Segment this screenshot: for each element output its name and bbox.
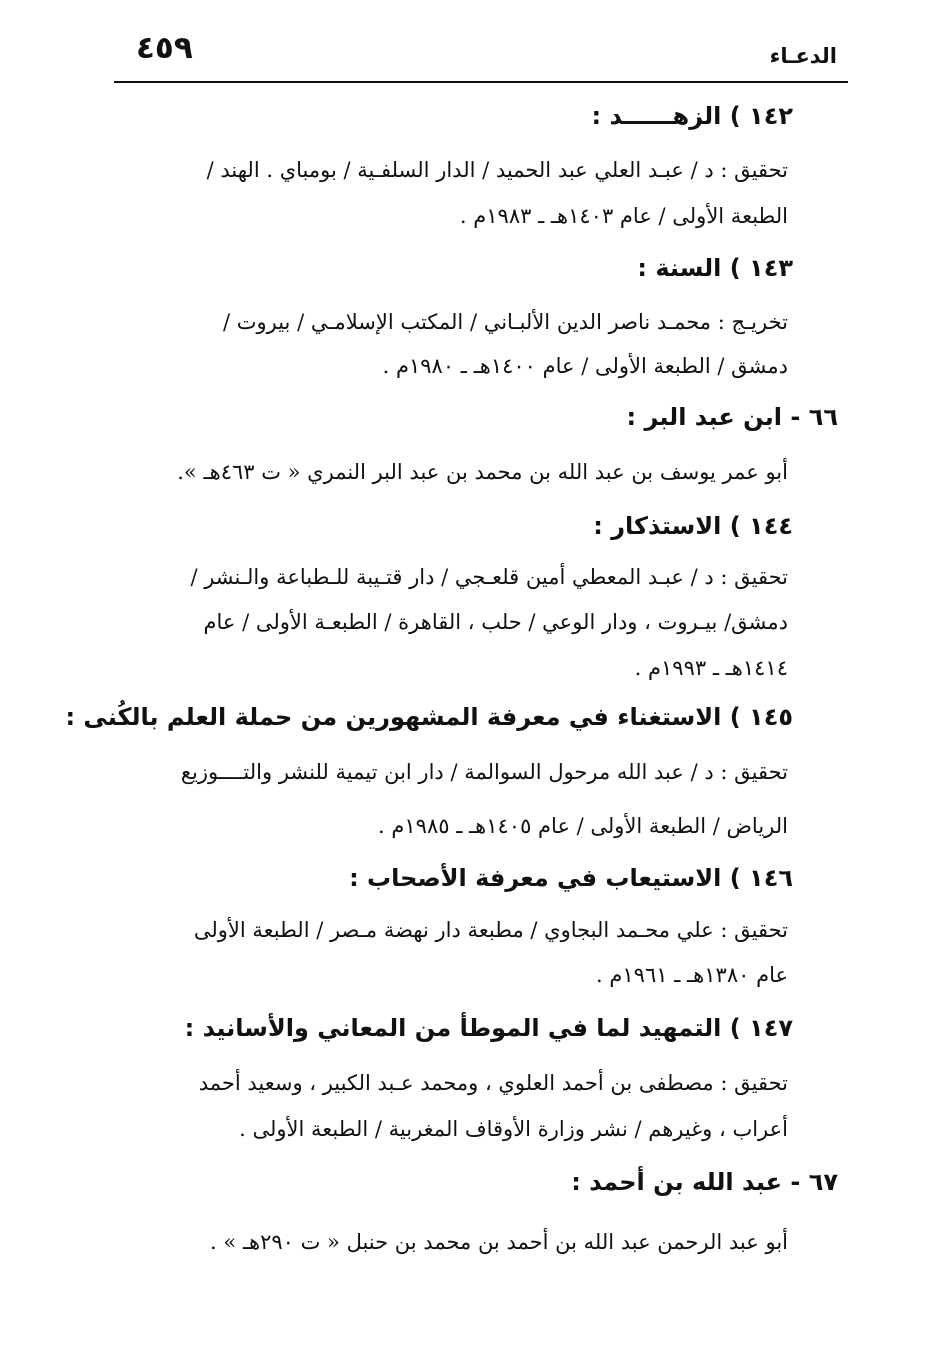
author-heading-66: ٦٦ - ابن عبد البر :: [626, 403, 838, 431]
entry-title-145: ١٤٥ ) الاستغناء في معرفة المشهورين من حملة العلم بالكُنى :: [65, 703, 793, 731]
text-line: تحقيق : علي محـمد البجاوي / مطبعة دار نهضة مـصر / الطبعة الأولى: [193, 918, 788, 942]
text-line: تحقيق : مصطفى بن أحمد العلوي ، ومحمد عـبد الكبير ، وسعيد أحمد: [198, 1071, 788, 1095]
text-line: عام ١٣٨٠هـ ـ ١٩٦١م .: [596, 963, 788, 987]
entry-title-144: ١٤٤ ) الاستذكار :: [593, 512, 793, 540]
running-header-title: الدعـاء: [769, 44, 837, 68]
text-line: تحقيق : د / عبد الله مرحول السوالمة / دار ابن تيمية للنشر والتــــوزيع: [180, 760, 788, 784]
entry-title-143: ١٤٣ ) السنة :: [637, 254, 793, 282]
text-line: الطبعة الأولى / عام ١٤٠٣هـ ـ ١٩٨٣م .: [459, 204, 788, 228]
entry-title-147: ١٤٧ ) التمهيد لما في الموطأ من المعاني والأسانيد :: [184, 1014, 793, 1042]
text-line: أبو عبد الرحمن عبد الله بن أحمد بن محمد بن حنبل « ت ٢٩٠هـ » .: [209, 1230, 788, 1254]
page-number: ٤٥٩: [136, 30, 193, 66]
author-heading-67: ٦٧ - عبد الله بن أحمد :: [571, 1168, 838, 1196]
text-line: أعراب ، وغيرهم / نشر وزارة الأوقاف المغربية / الطبعة الأولى .: [239, 1117, 788, 1141]
text-line: تخريـج : محمـد ناصر الدين الألبـاني / المكتب الإسلامـي / بيروت /: [222, 310, 788, 334]
entry-title-146: ١٤٦ ) الاستيعاب في معرفة الأصحاب :: [349, 864, 793, 892]
text-line: أبو عمر يوسف بن عبد الله بن محمد بن عبد البر النمري « ت ٤٦٣هـ ».: [177, 460, 788, 484]
text-line: دمشق/ بيـروت ، ودار الوعي / حلب ، القاهرة / الطبعـة الأولى / عام: [203, 610, 788, 634]
text-line: تحقيق : د / عبـد المعطي أمين قلعـجي / دار قتـيبة للـطباعة والـنشر /: [190, 565, 788, 589]
header-divider: [114, 81, 848, 83]
text-line: الرياض / الطبعة الأولى / عام ١٤٠٥هـ ـ ١٩٨٥م .: [378, 814, 788, 838]
text-line: دمشق / الطبعة الأولى / عام ١٤٠٠هـ ـ ١٩٨٠م .: [382, 354, 788, 378]
entry-title-142: ١٤٢ ) الزهــــــد :: [591, 102, 793, 130]
text-line: تحقيق : د / عبـد العلي عبد الحميد / الدار السلفـية / بومباي . الهند /: [206, 158, 788, 182]
text-line: ١٤١٤هـ ـ ١٩٩٣م .: [634, 656, 788, 680]
